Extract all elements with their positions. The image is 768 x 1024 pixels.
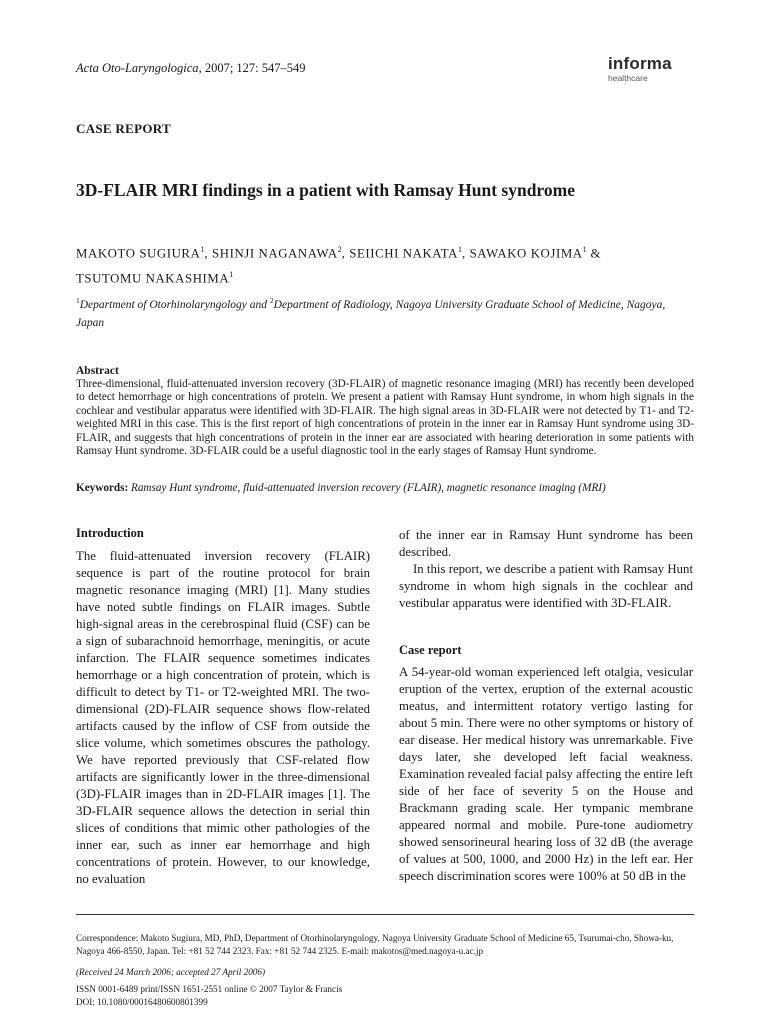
introduction-paragraph: The fluid-attenuated inversion recovery (FLAIR) sequence is part of the routine protocol for brain magnetic resonance imaging (MRI) [1]. Many studies have noted subtle findings on FLAIR images. Subtle high-signal areas in the cerebrospinal fluid (CSF) can be a sign of subarachnoid hemorrhage, meningitis, or acute infarction. The FLAIR sequence sometimes indicates hemorrhage or a high concentration of protein, which is difficult to detect by T1- or T2-weighted MRI. The two-dimensional (2D)-FLAIR sequence shows flow-related artifacts caused by the inflow of CSF from outside the slice volume, which sometimes obscures the pathology. We have reported previously that CSF-related flow artifacts are significantly lower in the three-dimensional (3D)-FLAIR images than in 2D-FLAIR images [1]. The 3D-FLAIR sequence allows the detection in serial thin slices of conditions that mimic other pathologies of the inner ear, such as inner ear hemorrhage and high concentrations of protein. However, to our knowledge, no evaluation — [76, 549, 370, 886]
author-separator: & — [586, 246, 601, 261]
affil-mark: 1 — [76, 296, 80, 305]
section-heading-introduction: Introduction — [76, 526, 144, 540]
issn-line: ISSN 0001-6489 print/ISSN 1651-2551 online © 2007 Taylor & Francis — [76, 984, 343, 994]
logo-brand: informa — [608, 54, 672, 73]
journal-name: Acta Oto-Laryngologica — [76, 61, 199, 75]
journal-volume-pages: , 2007; 127: 547–549 — [198, 61, 306, 75]
introduction-continued: of the inner ear in Ramsay Hunt syndrome has been described. — [399, 528, 693, 559]
author-separator: , — [461, 246, 470, 261]
author-affil-mark: 1 — [582, 245, 587, 254]
author-affil-mark: 1 — [229, 270, 234, 280]
case-report-text — [399, 664, 693, 885]
case-report-paragraph: A 54-year-old woman experienced left otalgia, vesicular eruption of the vertex, eruption of the external acoustic meatus, and intermittent rotatory vertigo lasting for about 5 min. There were no other symptoms or history of ear disease. Her medical history was unremarkable. Five days later, she developed left facial weakness. Examination revealed facial palsy affecting the entire left side of her face of severity 5 on the House and Brackmann grading scale. Her tympanic membrane appeared normal and mobile. Pure-tone audiometry showed sensorineural hearing loss of 32 dB (the average of values at 500, 1000, and 2000 Hz) in the left ear. Her speech discrimination scores were 100% at 50 dB in the — [399, 665, 693, 883]
correspondence-footnote: Correspondence: Makoto Sugiura, MD, PhD, Department of Otorhinolaryngology, Nagoya University Graduate School of Medicine 65, Tsurumai-cho, Showa-ku, Nagoya 466-8550, Japan. Tel: +81 52 744 2323. Fax: +81 52 744 2325. E-mail: makotos@med.nagoya-u.ac.jp — [76, 933, 674, 956]
issn-block — [76, 983, 342, 1008]
publisher-logo — [608, 55, 672, 83]
column-2-intro — [399, 527, 693, 612]
footnote-divider — [76, 914, 694, 915]
abstract-text: Three-dimensional, fluid-attenuated inversion recovery (3D-FLAIR) of magnetic resonance imaging (MRI) has recently been developed to detect hemorrhage or high concentrations of protein. We present a patient with Ramsay Hunt syndrome, in whom high signals in the cochlear and vestibular apparatus were identified with 3D-FLAIR. The high signal areas in 3D-FLAIR were not detected by T1- and T2-weighted MRI in this case. This is the first report of high concentrations of protein in the inner ear in Ramsay Hunt syndrome using 3D-FLAIR, and suggests that high concentrations of protein in the inner ear are associated with hearing deterioration in some patients with Ramsay Hunt syndrome. 3D-FLAIR could be a useful diagnostic tool in the early stages of Ramsay Hunt syndrome. — [76, 378, 694, 458]
author-name: SAWAKO KOJIMA — [469, 246, 583, 261]
affil-dept-1: Department of Otorhinolaryngology and — [79, 298, 270, 311]
article-title: 3D-FLAIR MRI findings in a patient with Ramsay Hunt syndrome — [76, 180, 575, 200]
affil-mark: 2 — [269, 296, 274, 305]
author-affil-mark: 2 — [337, 245, 342, 254]
author-name: SHINJI NAGANAWA — [212, 246, 338, 261]
author-list — [76, 239, 696, 290]
affil-dept-2: Department of Radiology, Nagoya University Graduate School of Medicine, Nagoya, Japan — [76, 298, 666, 329]
introduction-text — [76, 548, 370, 888]
author-name: TSUTOMU NAKASHIMA — [76, 271, 230, 286]
keywords-value: Ramsay Hunt syndrome, fluid-attenuated inversion recovery (FLAIR), magnetic resonance imaging (MRI) — [131, 482, 606, 494]
author-affil-mark: 1 — [457, 245, 462, 254]
author-name: SEIICHI NAKATA — [349, 246, 458, 261]
journal-citation — [76, 61, 306, 76]
keywords-label: Keywords: — [76, 482, 129, 494]
affiliations — [76, 292, 696, 332]
section-heading-case-report: Case report — [399, 643, 462, 657]
received-dates: (Received 24 March 2006; accepted 27 April 2006) — [76, 967, 266, 977]
logo-subtitle: healthcare — [608, 73, 648, 83]
author-name: MAKOTO SUGIURA — [76, 246, 201, 261]
article-type: CASE REPORT — [76, 121, 171, 136]
abstract-heading: Abstract — [76, 365, 119, 377]
author-separator: , — [204, 246, 213, 261]
introduction-paragraph-2: In this report, we describe a patient with Ramsay Hunt syndrome in whom high signals in the cochlear and vestibular apparatus were identified with 3D-FLAIR. — [399, 562, 693, 610]
author-separator: , — [341, 246, 350, 261]
keywords — [76, 482, 696, 494]
doi-line: DOI: 10.1080/00016480600801399 — [76, 996, 208, 1007]
author-affil-mark: 1 — [200, 245, 205, 254]
